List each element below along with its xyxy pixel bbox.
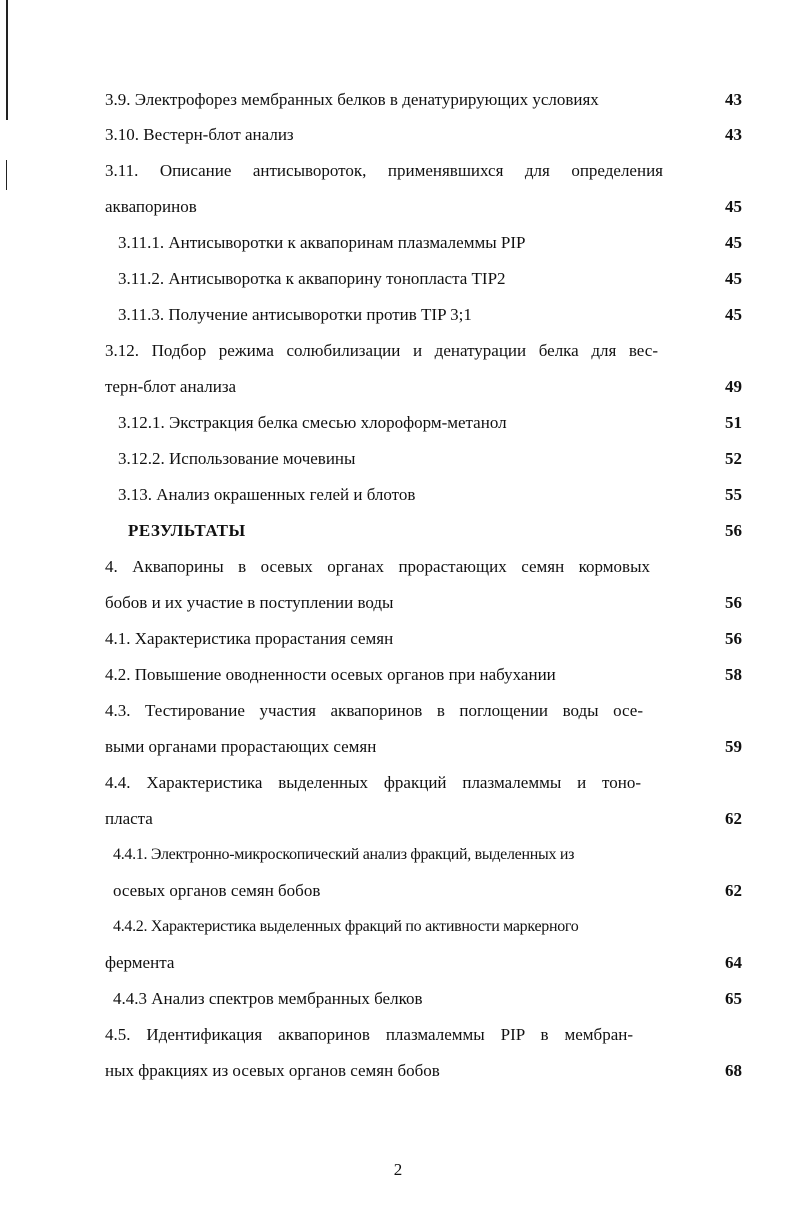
toc-line: аквапоринов — [105, 197, 197, 216]
toc-line: 4.5. Идентификация аквапоринов плазмалеммы PIP в мембран- — [105, 1025, 633, 1044]
toc-page: 45 — [725, 233, 742, 252]
toc-line: 4.1. Характеристика прорастания семян — [105, 629, 394, 648]
toc-line: бобов и их участие в поступлении воды — [105, 593, 394, 612]
toc-line: 4.3. Тестирование участия аквапоринов в поглощении воды осе- — [105, 701, 643, 720]
toc-page: 62 — [725, 809, 742, 828]
toc-line: терн-блот анализа — [105, 377, 237, 396]
toc-line: 3.12.2. Использование мочевины — [118, 449, 356, 468]
toc-line: 3.11.2. Антисыворотка к аквапорину тонопласта TIP2 — [118, 269, 506, 288]
toc-line: фермента — [105, 953, 175, 972]
toc-page: 65 — [725, 989, 742, 1008]
toc-page: 56 — [725, 521, 742, 540]
toc-line: 4.2. Повышение оводненности осевых органов при набухании — [105, 665, 556, 684]
page-number: 2 — [393, 1160, 403, 1179]
toc-page: 58 — [725, 665, 742, 684]
toc-line: 3.11. Описание антисывороток, применявшихся для определения — [105, 161, 663, 180]
toc-page: 59 — [725, 737, 742, 756]
toc-line: осевых органов семян бобов — [113, 881, 321, 900]
toc-line: 4.4.1. Электронно-микроскопический анализ фракций, выделенных из — [113, 846, 575, 863]
toc-line: 3.12. Подбор режима солюбилизации и денатурации белка для вес- — [105, 341, 658, 360]
toc-page: 45 — [725, 269, 742, 288]
toc-line: 3.12.1. Экстракция белка смесью хлороформ-метанол — [118, 413, 507, 432]
toc-page: 49 — [725, 377, 742, 396]
toc-line: 4.4.2. Характеристика выделенных фракций по активности маркерного — [113, 918, 579, 935]
toc-page: 56 — [725, 593, 742, 612]
scan-margin-mark — [6, 0, 8, 120]
toc-page: 52 — [725, 449, 742, 468]
toc-line: 4.4. Характеристика выделенных фракций плазмалеммы и тоно- — [105, 773, 641, 792]
toc-page: 55 — [725, 485, 742, 504]
toc-line: пласта — [105, 809, 153, 828]
toc-line: 3.11.1. Антисыворотки к аквапоринам плазмалеммы PIP — [118, 233, 526, 252]
toc-line: ных фракциях из осевых органов семян бобов — [105, 1061, 440, 1080]
toc-line: 4. Аквапорины в осевых органах прорастающих семян кормовых — [105, 557, 650, 576]
section-heading: РЕЗУЛЬТАТЫ — [128, 521, 246, 540]
toc-line: 3.10. Вестерн-блот анализ — [105, 125, 294, 144]
toc-line: 3.11.3. Получение антисыворотки против TIP 3;1 — [118, 305, 472, 324]
toc-page: 51 — [725, 413, 742, 432]
toc-line: 3.9. Электрофорез мембранных белков в денатурирующих условиях — [105, 90, 599, 109]
scan-margin-mark — [6, 160, 7, 190]
toc-line: 4.4.3 Анализ спектров мембранных белков — [113, 989, 423, 1008]
toc-page: 56 — [725, 629, 742, 648]
toc-page: 64 — [725, 953, 742, 972]
toc-line: 3.13. Анализ окрашенных гелей и блотов — [118, 485, 416, 504]
toc-page: 68 — [725, 1061, 742, 1080]
toc-page: 43 — [725, 125, 742, 144]
toc-page: 45 — [725, 305, 742, 324]
toc-line: выми органами прорастающих семян — [105, 737, 377, 756]
toc-page: 45 — [725, 197, 742, 216]
toc-page: 62 — [725, 881, 742, 900]
toc-page: 43 — [725, 90, 742, 109]
